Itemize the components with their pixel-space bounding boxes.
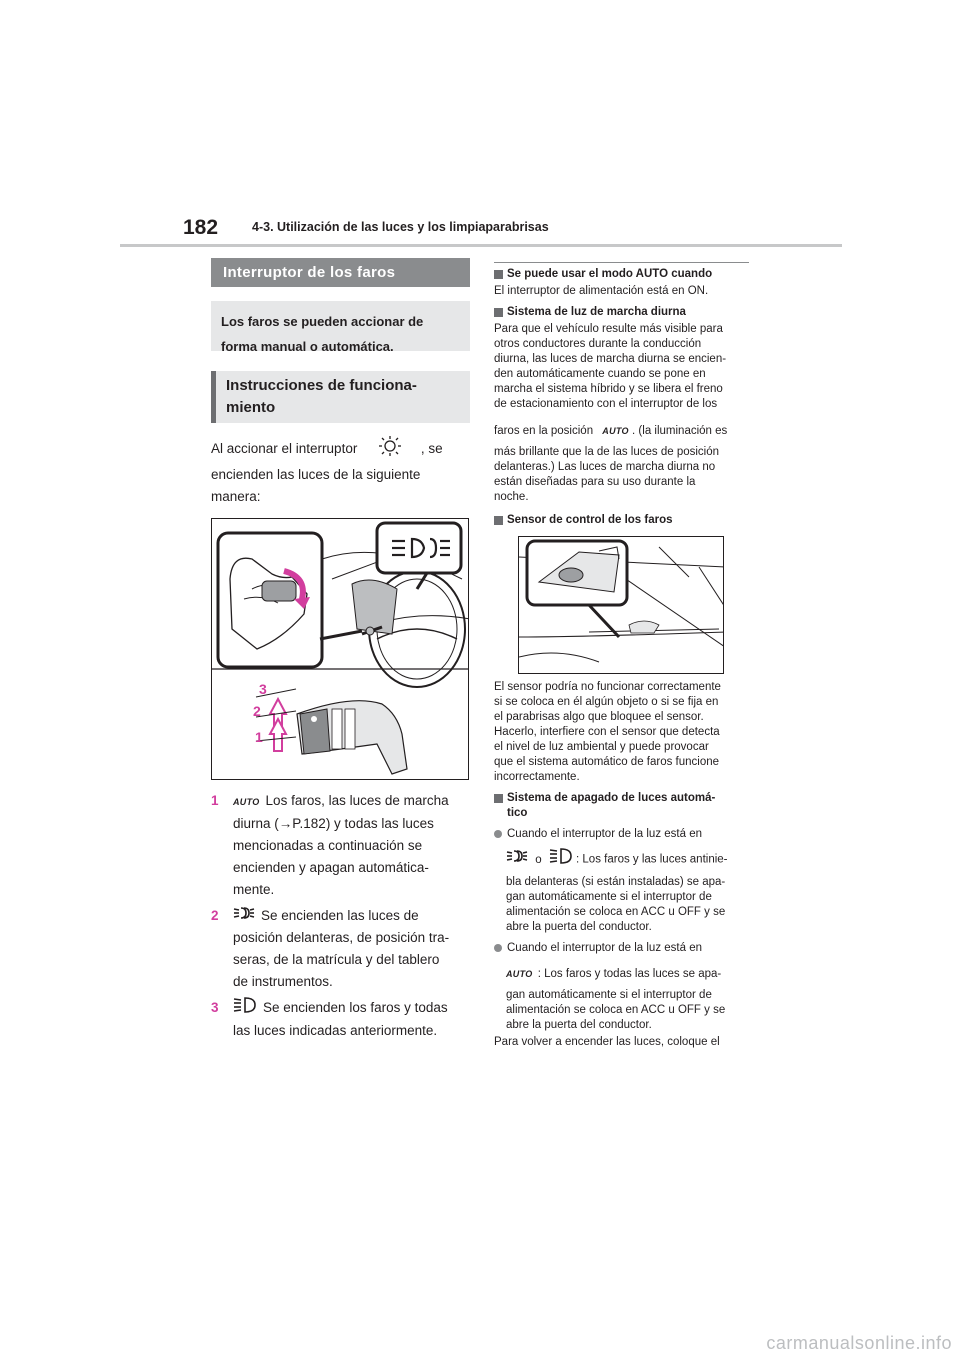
section-title: Interruptor de los faros [211,258,470,287]
lead-text: , se [420,441,443,457]
note-line: están diseñadas para su uso durante la [494,476,696,488]
note-line: otros conductores durante la conducción [494,338,702,350]
square-bullet-icon [494,516,503,525]
bullet-text: o [535,853,542,866]
sub-title-line: miento [226,399,276,416]
item-number: 3 [211,1000,219,1016]
left-column [211,258,470,1046]
bullet-text: abre la puerta del conductor. [506,1019,652,1031]
list-item [211,905,470,993]
note-paragraph [494,680,750,785]
item-text: Los faros, las luces de marcha [265,793,449,808]
auto-icon: AUTO [233,797,260,807]
header-rule [120,244,842,247]
note-line: . (la iluminación es [632,425,728,437]
note-line: Para que el vehículo resulte más visible para [494,323,723,335]
sub-title [211,371,470,423]
lead-text: manera: [211,489,261,504]
bullet-text: bla delanteras (si están instaladas) se apa- [506,876,726,888]
position-lights-icon [233,905,255,927]
item-text: mente. [233,882,275,897]
bullet-text: abre la puerta del conductor. [506,921,652,933]
note-heading-text: tico [507,807,528,819]
headlights-icon [233,997,257,1020]
light-switch-icon [375,435,405,464]
sensor-illustration [518,536,724,674]
headlights-icon [549,848,573,871]
figure-label-2: 2 [253,703,261,719]
note-paragraph [494,322,750,505]
item-text: Se encienden las luces de [261,908,419,923]
running-header: 4-3. Utilización de las luces y los limpiaparabrisas [252,220,549,234]
bullet-continuation [494,848,750,871]
note-line: El sensor podría no funcionar correctamente [494,681,721,693]
list-item [211,997,470,1042]
note-text: El interruptor de alimentación está en ON. [494,285,709,297]
figure-label-1: 1 [255,729,263,745]
note-line: Para volver a encender las luces, coloque el [494,1036,720,1048]
item-text: de instrumentos. [233,974,333,990]
auto-icon: AUTO [506,969,533,979]
note-heading-text: Sistema de luz de marcha diurna [507,306,686,318]
note-heading [494,267,750,282]
bullet-item [494,941,750,956]
round-bullet-icon [494,944,502,952]
intro-box [211,301,470,354]
intro-line: forma manual o automática. [221,339,394,354]
column-rule [494,262,749,263]
item-text: las luces indicadas anteriormente. [233,1023,438,1039]
note-line: el nivel de luz ambiental y puede provocar [494,741,709,753]
figure-label-3: 3 [259,681,267,697]
note-line: incorrectamente. [494,771,580,783]
note-heading-text: Sensor de control de los faros [507,514,673,526]
page-number: 182 [183,216,219,239]
note-line: noche. [494,491,529,503]
bullet-continuation [494,988,750,1033]
note-heading-text: Sistema de apagado de luces automá- [507,792,716,804]
lead-paragraph [211,435,470,508]
item-text: seras, de la matrícula y del tablero [233,952,440,968]
bullet-item [494,827,750,842]
position-lights-icon [506,849,528,870]
round-bullet-icon [494,830,502,838]
right-column [494,262,750,1050]
item-text: posición delanteras, de posición tra- [233,930,450,946]
sub-title-line: Instrucciones de funciona- [226,377,417,394]
item-text: diurna (→P.182) y todas las luces [233,816,434,831]
note-line: Hacerlo, interfiere con el sensor que detecta [494,726,720,738]
item-text: encienden y apagan automática- [233,860,429,875]
note-line: el parabrisas algo que bloquee el sensor. [494,711,704,723]
bullet-text: : Los faros y todas las luces se apa- [537,968,722,980]
bullet-text: Cuando el interruptor de la luz está en [507,942,702,954]
auto-icon: AUTO [602,426,629,436]
headlight-switch-illustration [211,518,469,780]
lead-text: Al accionar el interruptor [211,441,358,457]
lead-text: encienden las luces de la siguiente [211,467,421,482]
item-text: mencionadas a continuación se [233,838,423,853]
note-line: marcha el sistema híbrido y se libera el freno [494,383,723,395]
note-heading [494,791,750,821]
watermark: carmanualsonline.info [766,1333,952,1353]
note-line: den automáticamente cuando se pone en [494,368,706,380]
item-number: 1 [211,793,219,808]
intro-line: Los faros se pueden accionar de [221,314,424,329]
bullet-continuation [494,964,750,984]
bullet-text: gan automáticamente si el interruptor de [506,989,712,1001]
bullet-text: Cuando el interruptor de la luz está en [507,828,702,840]
bullet-text: alimentación se coloca en ACC u OFF y se [506,906,726,918]
bullet-text: gan automáticamente si el interruptor de [506,891,712,903]
note-heading [494,305,750,320]
mode-list [211,790,470,1042]
bullet-text: : Los faros y las luces antinie- [576,853,728,866]
note-line: diurna, las luces de marcha diurna se encien- [494,353,727,365]
square-bullet-icon [494,308,503,317]
square-bullet-icon [494,794,503,803]
note-line: que el sistema automático de faros funcione [494,756,720,768]
square-bullet-icon [494,270,503,279]
note-line: de estacionamiento con el interruptor de los [494,398,718,410]
note-line: si se coloca en él algún objeto o si se fija en [494,696,719,708]
note-line: faros en la posición [494,425,594,437]
note-line: delanteras.) Las luces de marcha diurna no [494,461,716,473]
note-heading-text: Se puede usar el modo AUTO cuando [507,268,713,280]
item-number: 2 [211,908,219,923]
item-text: Se encienden los faros y todas [263,1000,448,1016]
bullet-text: alimentación se coloca en ACC u OFF y se [506,1004,726,1016]
list-item [211,790,470,901]
note-heading [494,513,750,528]
note-line: más brillante que la de las luces de posición [494,446,720,458]
bullet-continuation [494,875,750,935]
